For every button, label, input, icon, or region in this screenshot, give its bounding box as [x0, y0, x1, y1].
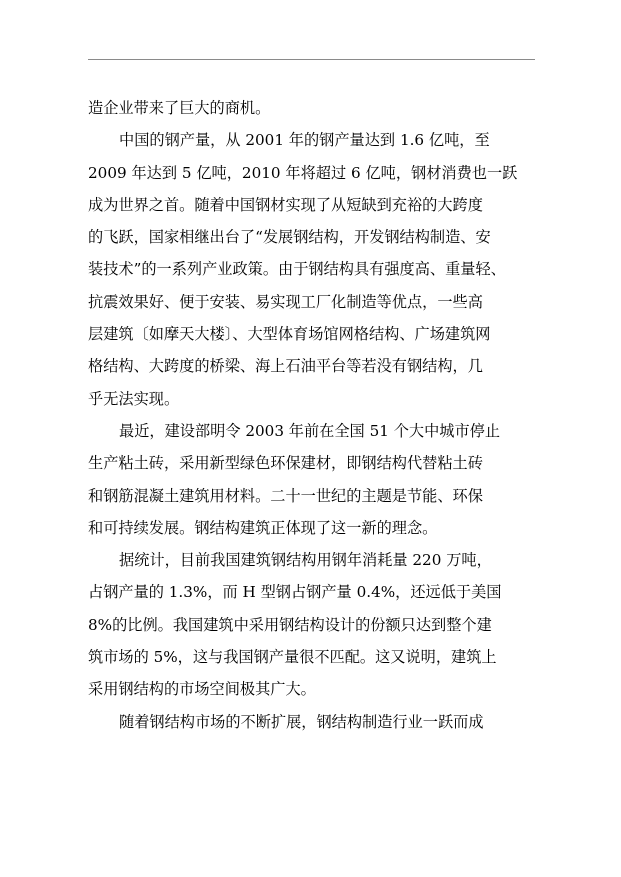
text-line: 占钢产量的 1.3%，而 H 型钢占钢产量 0.4%，还远低于美国 — [88, 583, 502, 602]
text-line: 乎无法实现。 — [88, 389, 180, 408]
text-line: 最近，建设部明令 2003 年前在全国 51 个大中城市停止 — [119, 421, 501, 440]
text-line: 随着钢结构市场的不断扩展，钢结构制造行业一跃而成 — [119, 712, 484, 731]
text-line: 2009 年达到 5 亿吨，2010 年将超过 6 亿吨，钢材消费也一跃 — [88, 163, 518, 182]
text-line: 格结构、大跨度的桥梁、海上石油平台等若没有钢结构，几 — [88, 357, 483, 376]
paragraph-4 — [88, 544, 535, 705]
text-line: 装技术”的一系列产业政策。由于钢结构具有强度高、重量轻、 — [88, 260, 506, 279]
text-line: 据统计，目前我国建筑钢结构用钢年消耗量 220 万吨， — [119, 551, 492, 570]
text-line: 抗震效果好、便于安装、易实现工厂化制造等优点，一些高 — [88, 292, 483, 311]
text-line: 成为世界之首。随着中国钢材实现了从短缺到充裕的大跨度 — [88, 195, 483, 214]
paragraph-5 — [88, 706, 535, 738]
text-line: 和可持续发展。钢结构建筑正体现了这一新的理念。 — [88, 518, 438, 537]
text-line: 生产粘土砖，采用新型绿色环保建材，即钢结构代替粘土砖 — [88, 454, 483, 473]
paragraph-3 — [88, 415, 535, 544]
paragraph-1 — [88, 92, 535, 124]
text-line: 的飞跃，国家相继出台了“发展钢结构，开发钢结构制造、安 — [88, 228, 491, 247]
header-rule — [88, 59, 535, 60]
paragraph-2 — [88, 124, 535, 415]
document-body — [88, 92, 535, 738]
text-line: 和钢筋混凝土建筑用材料。二十一世纪的主题是节能、环保 — [88, 486, 483, 505]
text-line: 中国的钢产量，从 2001 年的钢产量达到 1.6 亿吨，至 — [119, 131, 490, 150]
text-line: 筑市场的 5%，这与我国钢产量很不匹配。这又说明，建筑上 — [88, 648, 497, 667]
text-line: 造企业带来了巨大的商机。 — [88, 99, 271, 117]
text-line: 8%的比例。我国建筑中采用钢结构设计的份额只达到整个建 — [88, 615, 492, 634]
text-line: 采用钢结构的市场空间极其广大。 — [88, 680, 316, 699]
text-line: 层建筑〔如摩天大楼〕、大型体育场馆网格结构、广场建筑网 — [88, 325, 491, 344]
